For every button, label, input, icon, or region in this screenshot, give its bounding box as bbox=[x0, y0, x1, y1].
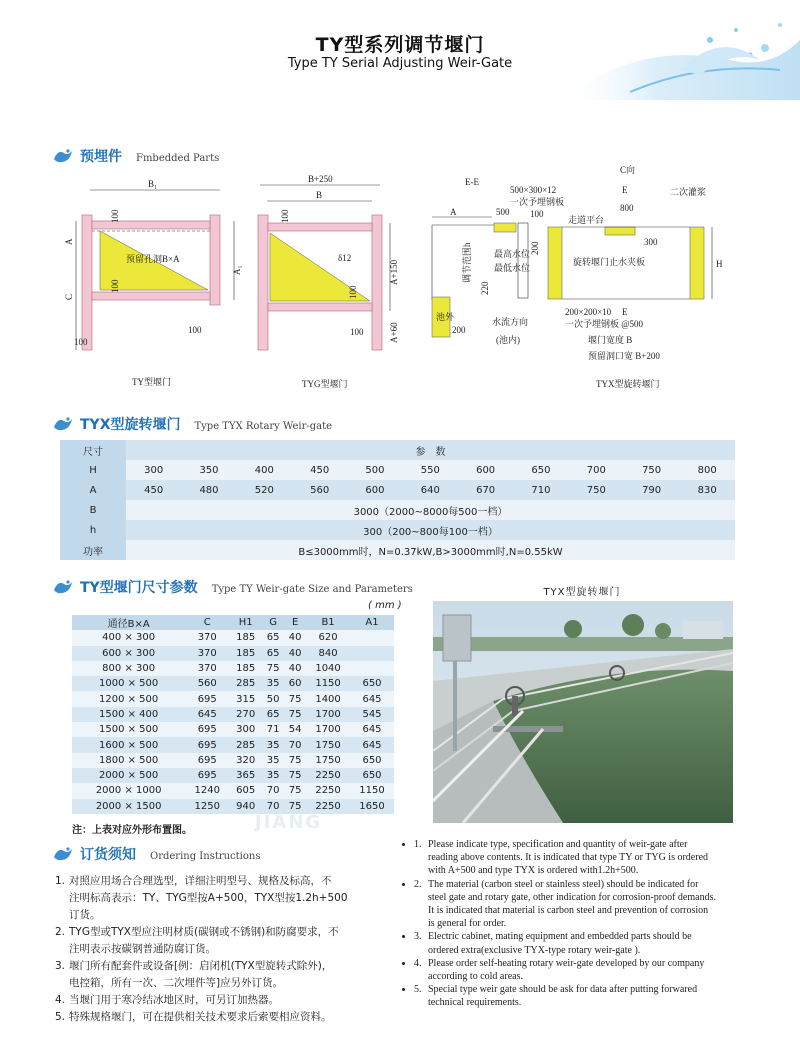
table-cell: 3000（2000~8000每500一档） bbox=[126, 500, 735, 520]
tyx-hole: 预留洞口宽 B+200 bbox=[588, 351, 660, 361]
list-item-line: 订货。 bbox=[69, 909, 101, 921]
table-cell: 1250 bbox=[185, 799, 229, 814]
list-item-line: 注明标高表示：TY、TYG型按A+500，TYX型按1.2h+500 bbox=[69, 892, 348, 904]
table-cell: 1000 × 500 bbox=[72, 676, 185, 691]
table-cell: 285 bbox=[229, 676, 262, 691]
list-item-number: 5. bbox=[55, 1011, 66, 1023]
list-item-number: 5. bbox=[414, 984, 422, 996]
table-cell: 650 bbox=[513, 460, 568, 480]
dim-a1: A₁ bbox=[232, 265, 242, 275]
ee-flow: 水流方向 bbox=[492, 317, 529, 327]
ee-dim-100: 100 bbox=[530, 209, 544, 219]
table-cell: 370 bbox=[185, 630, 229, 645]
ee-minlevel: 最低水位 bbox=[494, 263, 531, 273]
table-cell: 480 bbox=[181, 480, 236, 500]
list-item-line bbox=[414, 957, 744, 970]
section-subtitle: Fmbedded Parts bbox=[136, 153, 220, 164]
table-cell: 700 bbox=[569, 460, 624, 480]
table-cell: 70 bbox=[262, 799, 284, 814]
ee-inner: (池内) bbox=[496, 335, 520, 345]
dim-b250: B+250 bbox=[308, 174, 333, 184]
table-note: 注：上表对应外形布置图。 bbox=[72, 825, 192, 836]
ee-dim-a: A bbox=[450, 207, 457, 217]
dim-100-mid: 100 bbox=[110, 279, 120, 293]
list-item-line bbox=[414, 878, 744, 891]
table-cell: 2000 × 1000 bbox=[72, 783, 185, 798]
section-subtitle: Type TYX Rotary Weir-gate bbox=[194, 421, 333, 432]
table-cell: 750 bbox=[569, 480, 624, 500]
tyg-dim-100-top: 100 bbox=[280, 209, 290, 223]
table-header-row bbox=[72, 615, 394, 630]
list-item-text: Special type weir gate should be ask for data after putting forwared bbox=[428, 984, 698, 996]
table-cell bbox=[350, 661, 394, 676]
list-item bbox=[414, 957, 744, 983]
table-row bbox=[72, 646, 394, 661]
list-item-line bbox=[414, 930, 744, 943]
table-row bbox=[60, 460, 735, 480]
table-cell: 365 bbox=[229, 768, 262, 783]
table-cell: 75 bbox=[284, 753, 306, 768]
table-cell: 1600 × 500 bbox=[72, 737, 185, 752]
table-cell: 1700 bbox=[306, 707, 350, 722]
table-cell: 695 bbox=[185, 768, 229, 783]
list-item-line: according to cold areas. bbox=[428, 971, 523, 983]
section-title: 预埋件 bbox=[80, 149, 122, 165]
table-cell: 2250 bbox=[306, 783, 350, 798]
table-cell: 370 bbox=[185, 661, 229, 676]
table-cell: 1700 bbox=[306, 722, 350, 737]
table-header-cell: 尺寸 bbox=[60, 440, 126, 460]
table-cell: 185 bbox=[229, 630, 262, 645]
table-cell: 370 bbox=[185, 646, 229, 661]
table-cell: 2250 bbox=[306, 768, 350, 783]
table-header-cell: A1 bbox=[350, 615, 394, 630]
dim-100-top: 100 bbox=[110, 209, 120, 223]
list-item-line: steel gate and rotary gate, other indication for corrosion-proof demands. bbox=[428, 891, 716, 903]
table-cell: 640 bbox=[403, 480, 458, 500]
list-item bbox=[55, 958, 375, 992]
wave-icon bbox=[52, 147, 74, 165]
list-item-line: with A+500 and type TYX is ordered with1.2h+500. bbox=[428, 865, 639, 877]
table-cell: 650 bbox=[350, 753, 394, 768]
table-cell bbox=[350, 646, 394, 661]
ee-plate: 500×300×12 bbox=[510, 185, 557, 195]
table-cell: 560 bbox=[292, 480, 347, 500]
tyx-grout: 二次灌浆 bbox=[670, 187, 707, 197]
table-cell: 645 bbox=[350, 691, 394, 706]
list-item bbox=[414, 930, 744, 956]
table-cell: 695 bbox=[185, 753, 229, 768]
table-row bbox=[72, 799, 394, 814]
table-cell: 940 bbox=[229, 799, 262, 814]
table-cell: 185 bbox=[229, 661, 262, 676]
table-cell: 75 bbox=[284, 783, 306, 798]
dim-b1: B₁ bbox=[148, 179, 158, 189]
table-row bbox=[60, 500, 735, 520]
tyx-cview-drawing bbox=[548, 165, 723, 389]
list-item-number: 1. bbox=[55, 875, 66, 887]
table-cell: B≤3000mm时，N=0.37kW,B>3000mm时,N=0.55kW bbox=[126, 540, 735, 560]
ee-pool: 池外 bbox=[436, 312, 455, 322]
list-item-text: Electric cabinet, mating equipment and embedded parts should be bbox=[428, 931, 692, 943]
tyx-emb2: 一次予埋钢板 @500 bbox=[565, 319, 644, 329]
unit-label: ( mm ) bbox=[368, 600, 402, 611]
dim-100-right: 100 bbox=[188, 325, 202, 335]
tyg-drawing bbox=[258, 174, 399, 389]
table-cell: 270 bbox=[229, 707, 262, 722]
tyx-h: H bbox=[716, 259, 723, 269]
list-item-number: 2. bbox=[55, 926, 66, 938]
row-label: 功率 bbox=[60, 540, 126, 560]
order-instructions-en bbox=[414, 838, 744, 1010]
table-cell: 670 bbox=[458, 480, 513, 500]
table-cell: 560 bbox=[185, 676, 229, 691]
table-cell: 70 bbox=[284, 737, 306, 752]
dim-a150: A+150 bbox=[389, 259, 399, 285]
section-title: TYX型旋转堰门 bbox=[80, 417, 181, 433]
table-cell: 550 bbox=[403, 460, 458, 480]
list-item bbox=[55, 924, 375, 958]
wave-icon bbox=[52, 845, 74, 863]
table-cell: 520 bbox=[237, 480, 292, 500]
hole-label: 预留孔洞B×A bbox=[126, 254, 180, 264]
row-label: H bbox=[60, 460, 126, 480]
list-item-text: TYG型或TYX型应注明材质(碳钢或不锈钢)和防腐要求，不 bbox=[69, 926, 339, 938]
table-cell: 35 bbox=[262, 737, 284, 752]
table-header-cell: B1 bbox=[306, 615, 350, 630]
list-item-line bbox=[414, 838, 744, 851]
table-cell: 1500 × 500 bbox=[72, 722, 185, 737]
section-subtitle: Type TY Weir-gate Size and Parameters bbox=[211, 584, 413, 595]
table-cell: 800 × 300 bbox=[72, 661, 185, 676]
table-cell: 400 bbox=[237, 460, 292, 480]
list-item-text: 堰门所有配套件或设备[例：启闭机(TYX型旋转式除外)， bbox=[69, 960, 333, 972]
tyx-e2: E bbox=[622, 307, 628, 317]
table-cell: 605 bbox=[229, 783, 262, 798]
table-header-cell: 参 数 bbox=[126, 440, 735, 460]
list-item-number: 4. bbox=[414, 957, 422, 969]
table-cell: 500 bbox=[347, 460, 402, 480]
table-cell: 1750 bbox=[306, 753, 350, 768]
table-row bbox=[72, 737, 394, 752]
table-cell: 65 bbox=[262, 646, 284, 661]
table-cell: 695 bbox=[185, 722, 229, 737]
table-cell: 54 bbox=[284, 722, 306, 737]
table-cell: 710 bbox=[513, 480, 568, 500]
table-cell: 300 bbox=[229, 722, 262, 737]
ee-dim-200b: 200 bbox=[452, 325, 466, 335]
table-cell: 645 bbox=[350, 722, 394, 737]
table-cell: 2000 × 500 bbox=[72, 768, 185, 783]
table-cell: 750 bbox=[624, 460, 679, 480]
list-item bbox=[414, 878, 744, 931]
table-cell: 75 bbox=[284, 691, 306, 706]
table-cell: 75 bbox=[284, 799, 306, 814]
table-header-cell: G bbox=[262, 615, 284, 630]
table-header-cell: C bbox=[185, 615, 229, 630]
list-item-text: Please indicate type, specification and quantity of weir-gate after bbox=[428, 839, 688, 850]
table-row bbox=[72, 768, 394, 783]
dim-100-left: 100 bbox=[74, 337, 88, 347]
table-cell: 1500 × 400 bbox=[72, 707, 185, 722]
list-item-number: 4. bbox=[55, 994, 66, 1006]
list-item bbox=[55, 1009, 375, 1026]
list-item bbox=[414, 838, 744, 878]
table-cell: 1750 bbox=[306, 737, 350, 752]
section-title: 订货须知 bbox=[80, 847, 136, 863]
table-cell: 70 bbox=[262, 783, 284, 798]
table-cell: 40 bbox=[284, 646, 306, 661]
list-item-line: 电控箱，所有一次、二次埋件等]应另外订货。 bbox=[69, 977, 284, 989]
tyx-gate-photo bbox=[433, 601, 733, 823]
table-row bbox=[72, 707, 394, 722]
list-item-line: 注明表示按碳钢普通防腐订货。 bbox=[69, 943, 216, 955]
table-header-cell: H1 bbox=[229, 615, 262, 630]
row-label: B bbox=[60, 500, 126, 520]
table-row bbox=[60, 480, 735, 500]
table-cell: 650 bbox=[350, 768, 394, 783]
table-cell: 1150 bbox=[306, 676, 350, 691]
table-cell: 40 bbox=[284, 630, 306, 645]
table-cell: 645 bbox=[185, 707, 229, 722]
section-order-header bbox=[52, 844, 260, 864]
table-row bbox=[72, 691, 394, 706]
section-ty-header bbox=[52, 577, 413, 597]
ee-section-drawing bbox=[432, 177, 564, 345]
table-cell: 350 bbox=[181, 460, 236, 480]
list-item-number: 1. bbox=[414, 839, 422, 850]
table-cell: 35 bbox=[262, 676, 284, 691]
table-cell: 2250 bbox=[306, 799, 350, 814]
order-instructions-cn bbox=[55, 873, 375, 1026]
tyx-dim-800: 800 bbox=[620, 203, 634, 213]
list-item bbox=[55, 992, 375, 1009]
dim-c: C bbox=[64, 293, 74, 300]
table-cell: 600 bbox=[458, 460, 513, 480]
table-cell: 1240 bbox=[185, 783, 229, 798]
table-cell: 300（200~800每100一档） bbox=[126, 520, 735, 540]
table-cell: 650 bbox=[350, 676, 394, 691]
table-cell: 800 bbox=[679, 460, 735, 480]
table-cell: 545 bbox=[350, 707, 394, 722]
watermark-text: JIANG bbox=[255, 812, 323, 833]
table-cell: 60 bbox=[284, 676, 306, 691]
ee-dim-220: 220 bbox=[480, 281, 490, 295]
table-cell: 1400 bbox=[306, 691, 350, 706]
table-cell: 50 bbox=[262, 691, 284, 706]
tyx-walk: 走道平台 bbox=[568, 215, 605, 225]
tyx-dim-300: 300 bbox=[644, 237, 658, 247]
table-cell: 2000 × 1500 bbox=[72, 799, 185, 814]
table-cell: 600 bbox=[347, 480, 402, 500]
table-cell: 40 bbox=[284, 661, 306, 676]
table-cell: 65 bbox=[262, 707, 284, 722]
ty-caption: TY型堰门 bbox=[132, 377, 171, 387]
list-item-line bbox=[55, 1009, 375, 1026]
tyg-dim-100-mid: 100 bbox=[348, 285, 358, 299]
list-item-line bbox=[414, 983, 744, 996]
table-cell: 315 bbox=[229, 691, 262, 706]
table-cell: 320 bbox=[229, 753, 262, 768]
table-cell: 620 bbox=[306, 630, 350, 645]
table-cell: 790 bbox=[624, 480, 679, 500]
list-item-line bbox=[55, 958, 375, 975]
table-cell: 75 bbox=[284, 707, 306, 722]
list-item-text: 对照应用场合合理选型，详细注明型号、规格及标高，不 bbox=[69, 875, 332, 887]
tyx-emb: 200×200×10 bbox=[565, 307, 612, 317]
table-cell: 600 × 300 bbox=[72, 646, 185, 661]
table-cell: 285 bbox=[229, 737, 262, 752]
list-item-text: Please order self-heating rotary weir-gate developed by our company bbox=[428, 957, 705, 969]
table-header-cell: E bbox=[284, 615, 306, 630]
wave-icon bbox=[52, 415, 74, 433]
wave-icon bbox=[52, 578, 74, 596]
table-row bbox=[72, 722, 394, 737]
table-cell: 400 × 300 bbox=[72, 630, 185, 645]
ee-title: E-E bbox=[465, 177, 479, 187]
table-row bbox=[72, 753, 394, 768]
table-cell: 75 bbox=[262, 661, 284, 676]
list-item-number: 3. bbox=[414, 931, 422, 943]
ty-drawing bbox=[64, 179, 242, 387]
embedded-parts-drawings bbox=[60, 165, 740, 395]
dim-a: A bbox=[64, 238, 74, 245]
ee-dim-200: 200 bbox=[530, 241, 540, 255]
row-label: h bbox=[60, 520, 126, 540]
list-item bbox=[414, 983, 744, 1009]
tyx-caption: TYX型旋转堰门 bbox=[596, 379, 660, 389]
table-header-cell: 通径B×A bbox=[72, 615, 185, 630]
table-cell: 35 bbox=[262, 753, 284, 768]
table-row bbox=[72, 661, 394, 676]
section-tyx-header bbox=[52, 414, 332, 434]
table-cell: 645 bbox=[350, 737, 394, 752]
table-cell: 450 bbox=[292, 460, 347, 480]
list-item-line bbox=[55, 873, 375, 890]
page-subtitle: Type TY Serial Adjusting Weir-Gate bbox=[287, 56, 513, 71]
tyx-width: 堰门宽度 B bbox=[588, 335, 633, 345]
ty-size-table bbox=[72, 615, 394, 814]
table-cell: 35 bbox=[262, 768, 284, 783]
dim-delta: δ12 bbox=[338, 253, 352, 263]
list-item-number: 3. bbox=[55, 960, 66, 972]
table-cell: 71 bbox=[262, 722, 284, 737]
tyx-e: E bbox=[622, 185, 628, 195]
list-item-line: technical requirements. bbox=[428, 997, 522, 1009]
table-cell: 185 bbox=[229, 646, 262, 661]
table-cell: 695 bbox=[185, 737, 229, 752]
photo-caption: TYX型旋转堰门 bbox=[543, 587, 621, 598]
table-cell: 75 bbox=[284, 768, 306, 783]
list-item-line: ordered extra(exclusive TYX-type rotary weir-gate ). bbox=[428, 944, 641, 956]
tyg-caption: TYG型堰门 bbox=[302, 379, 348, 389]
tyx-parameter-table bbox=[60, 440, 735, 560]
dim-a60: A+60 bbox=[389, 322, 399, 343]
list-item-line: is general for order. bbox=[428, 918, 507, 930]
section-title: TY型堰门尺寸参数 bbox=[80, 580, 198, 596]
list-item bbox=[55, 873, 375, 924]
tyx-plate: 旋转堰门止水夹板 bbox=[573, 257, 646, 267]
table-cell: 695 bbox=[185, 691, 229, 706]
list-item-line bbox=[55, 924, 375, 941]
list-item-text: 特殊规格堰门，可在提供相关技术要求后索要相应资料。 bbox=[69, 1011, 332, 1023]
section-embedded-header bbox=[52, 146, 219, 166]
table-cell: 840 bbox=[306, 646, 350, 661]
list-item-line bbox=[55, 992, 375, 1009]
table-cell: 1150 bbox=[350, 783, 394, 798]
table-row bbox=[72, 630, 394, 645]
table-row bbox=[60, 540, 735, 560]
page-title: TY型系列调节堰门 bbox=[315, 34, 485, 56]
tyg-dim-100-bottom: 100 bbox=[350, 327, 364, 337]
table-row bbox=[60, 520, 735, 540]
table-cell: 1650 bbox=[350, 799, 394, 814]
table-cell bbox=[350, 630, 394, 645]
row-label: A bbox=[60, 480, 126, 500]
table-row bbox=[72, 676, 394, 691]
list-item-line: reading above contents. It is indicated that type TY or TYG is ordered bbox=[428, 852, 709, 864]
ee-once: 一次予埋钢板 bbox=[510, 197, 565, 207]
list-item-text: The material (carbon steel or stainless steel) should be indicated for bbox=[428, 878, 699, 890]
table-cell: 65 bbox=[262, 630, 284, 645]
ee-dim-500: 500 bbox=[496, 207, 510, 217]
table-cell: 300 bbox=[126, 460, 181, 480]
table-cell: 830 bbox=[679, 480, 735, 500]
dim-b: B bbox=[316, 190, 323, 200]
list-item-text: 当堰门用于寒冷结冰地区时，可另订加热器。 bbox=[69, 994, 279, 1006]
list-item-number: 2. bbox=[414, 878, 422, 890]
table-cell: 1040 bbox=[306, 661, 350, 676]
list-item-line: It is indicated that material is carbon steel and prevention of corrosion bbox=[428, 905, 709, 917]
table-cell: 1800 × 500 bbox=[72, 753, 185, 768]
section-subtitle: Ordering Instructions bbox=[150, 851, 261, 862]
ee-range: 调节范围h bbox=[462, 242, 472, 283]
table-cell: 450 bbox=[126, 480, 181, 500]
ee-maxlevel: 最高水位 bbox=[494, 249, 531, 259]
table-cell: 1200 × 500 bbox=[72, 691, 185, 706]
tyx-cview-title: C向 bbox=[620, 165, 636, 175]
table-row bbox=[72, 783, 394, 798]
